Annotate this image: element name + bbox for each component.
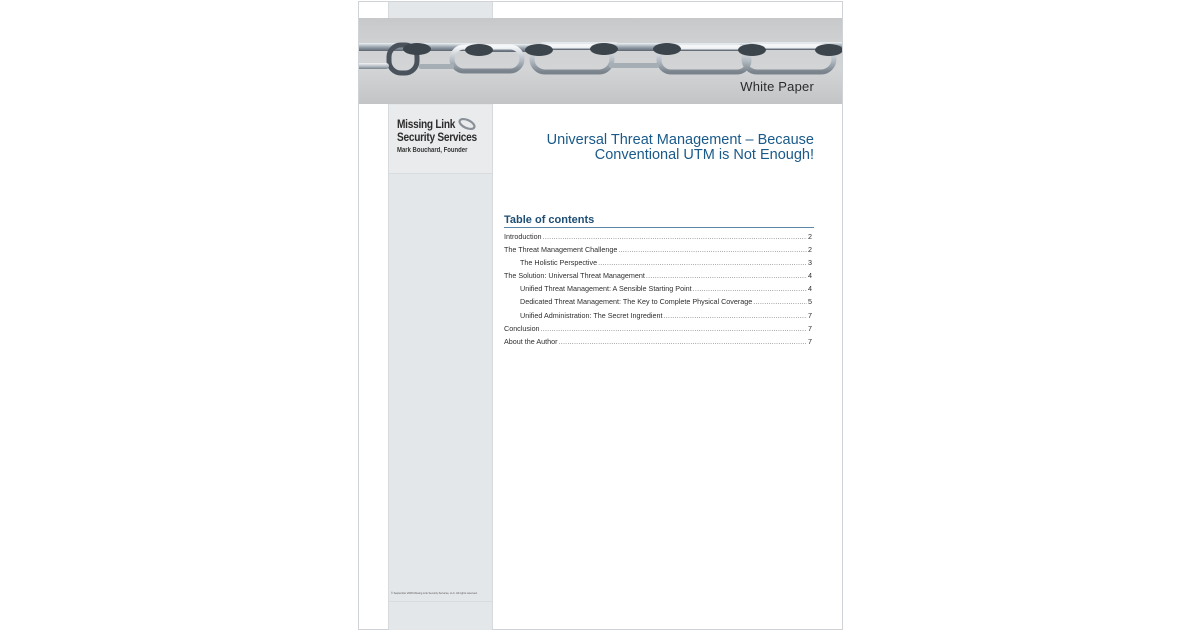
toc-entry-page: 7 — [808, 336, 812, 346]
toc-dot-leader — [646, 269, 807, 282]
toc-entry-page: 4 — [808, 271, 812, 281]
toc-entry-page: 5 — [808, 297, 812, 307]
toc-entry-title: Introduction — [504, 232, 542, 241]
toc-dot-leader — [753, 295, 807, 308]
toc-entry[interactable] — [504, 256, 814, 269]
toc-entry[interactable] — [504, 295, 814, 308]
toc-entry[interactable] — [504, 335, 814, 348]
logo-founder: Mark Bouchard, Founder — [397, 147, 468, 154]
toc-entry-title: The Threat Management Challenge — [504, 245, 618, 255]
document-page — [358, 1, 843, 630]
toc-entry-title: About the Author — [504, 336, 558, 346]
title-line-1: Universal Threat Management – Because — [546, 132, 814, 148]
toc-entry[interactable] — [504, 282, 814, 295]
logo-company-name: Missing Link — [397, 119, 456, 131]
toc-dot-leader — [541, 322, 807, 335]
company-logo — [389, 105, 492, 174]
toc-entry-page: 3 — [808, 258, 812, 268]
chain-link-icon — [457, 117, 477, 131]
toc-entry[interactable] — [504, 269, 814, 282]
header-banner — [359, 18, 842, 104]
toc-entry-page: 2 — [808, 232, 812, 241]
toc-dot-leader — [664, 309, 808, 322]
white-paper-label: White Paper — [740, 79, 814, 94]
sidebar-footer-block — [389, 601, 492, 630]
toc-entry-page: 4 — [808, 284, 812, 294]
logo-company-subname: Security Services — [397, 132, 477, 144]
toc-entry[interactable] — [504, 322, 814, 335]
toc-entry[interactable] — [504, 230, 814, 243]
toc-entries — [504, 230, 814, 348]
toc-dot-leader — [543, 230, 807, 243]
toc-entry-title: Dedicated Threat Management: The Key to Complete Physical Coverage — [520, 297, 753, 307]
title-line-2: Conventional UTM is Not Enough! — [594, 146, 814, 163]
toc-entry-page: 2 — [808, 245, 812, 255]
table-of-contents — [504, 214, 814, 348]
toc-entry-title: Conclusion — [504, 323, 540, 333]
toc-entry-page: 7 — [808, 323, 812, 333]
toc-entry[interactable] — [504, 243, 814, 256]
toc-entry-title: Unified Administration: The Secret Ingredient — [520, 310, 663, 320]
toc-dot-leader — [598, 256, 807, 269]
toc-entry-title: The Holistic Perspective — [520, 258, 598, 268]
toc-dot-leader — [618, 243, 807, 256]
toc-dot-leader — [559, 335, 807, 348]
toc-heading: Table of contents — [504, 214, 814, 228]
toc-dot-leader — [693, 282, 807, 295]
copyright-notice: © September 2006 Missing Link Security Services, LLC. All rights reserved. — [391, 592, 478, 595]
toc-entry[interactable] — [504, 309, 814, 322]
toc-entry-title: The Solution: Universal Threat Management — [504, 271, 645, 281]
toc-entry-page: 7 — [808, 310, 812, 320]
document-title — [514, 133, 814, 162]
toc-entry-title: Unified Threat Management: A Sensible Starting Point — [520, 284, 692, 294]
